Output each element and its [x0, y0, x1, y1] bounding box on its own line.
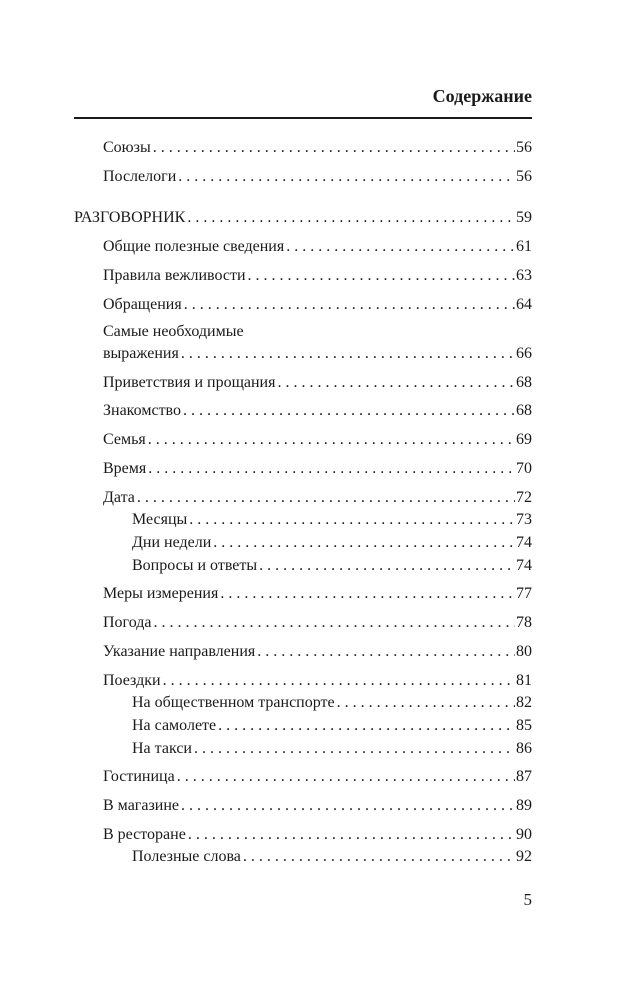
- toc-entry[interactable]: [74, 237, 532, 257]
- toc-entry[interactable]: [74, 613, 532, 633]
- toc-entry-label: РАЗГОВОРНИК: [74, 209, 186, 226]
- toc-entry-label: Дни недели: [132, 534, 212, 551]
- toc-entry-label: Погода: [103, 614, 152, 631]
- toc-entry-label: Самые необходимые: [103, 323, 244, 340]
- toc-entry-page: 92: [516, 848, 532, 865]
- toc-entry-label: В ресторане: [103, 826, 186, 843]
- toc-entry-page: 89: [516, 797, 532, 814]
- toc-section-heading[interactable]: [74, 208, 532, 228]
- leader-dots: [148, 459, 515, 479]
- toc-entry-page: 66: [516, 345, 532, 362]
- leader-dots: [218, 716, 515, 736]
- toc-entry[interactable]: [74, 767, 532, 787]
- toc-subentry[interactable]: [74, 693, 532, 713]
- toc-entry-page: 56: [516, 139, 532, 156]
- leader-dots: [137, 488, 515, 508]
- toc-entry-label: Обращения: [103, 296, 182, 313]
- toc-entry-page: 77: [516, 585, 532, 602]
- toc-entry-label: Меры измерения: [103, 585, 219, 602]
- leader-dots: [183, 401, 515, 421]
- toc-entry[interactable]: [74, 295, 532, 315]
- toc-entry[interactable]: [74, 488, 532, 508]
- toc-entry-page: 73: [516, 511, 532, 528]
- toc-entry[interactable]: [74, 344, 532, 364]
- toc-subentry[interactable]: [74, 533, 532, 553]
- toc-entry-page: 81: [516, 672, 532, 689]
- leader-dots: [178, 167, 515, 187]
- toc-subentry[interactable]: [74, 556, 532, 576]
- toc-entry-label: Вопросы и ответы: [132, 557, 258, 574]
- toc-entry-label: Приветствия и прощания: [103, 374, 276, 391]
- toc-entry[interactable]: [74, 167, 532, 187]
- toc-entry-label: Знакомство: [103, 402, 181, 419]
- toc-entry-label: Дата: [103, 489, 135, 506]
- toc-entry-label: Месяцы: [132, 511, 188, 528]
- toc-entry[interactable]: [74, 459, 532, 479]
- toc-entry-label-line2: выражения: [103, 345, 179, 362]
- toc-entry-label: Полезные слова: [132, 848, 241, 865]
- leader-dots: [243, 847, 515, 867]
- toc-entry[interactable]: [74, 796, 532, 816]
- leader-dots: [163, 671, 515, 691]
- toc-entry-label: В магазине: [103, 797, 179, 814]
- leader-dots: [187, 208, 515, 228]
- leader-dots: [154, 613, 516, 633]
- toc-entry-label: Поездки: [103, 672, 161, 689]
- leader-dots: [177, 767, 515, 787]
- toc-entry-label: Гостиница: [103, 768, 175, 785]
- toc-entry-page: 61: [516, 238, 532, 255]
- toc-entry-label: Семья: [103, 431, 146, 448]
- toc-entry-page: 69: [516, 431, 532, 448]
- toc-entry-line1: [74, 322, 532, 342]
- toc-entry-page: 70: [516, 460, 532, 477]
- toc-entry-page: 56: [516, 168, 532, 185]
- leader-dots: [153, 138, 515, 158]
- header-rule: [74, 117, 532, 119]
- toc-entry[interactable]: [74, 671, 532, 691]
- toc-entry-page: 90: [516, 826, 532, 843]
- toc-entry-label: На самолете: [132, 717, 217, 734]
- toc-entry-page: 64: [516, 296, 532, 313]
- toc-entry[interactable]: [74, 266, 532, 286]
- toc-entry-page: 68: [516, 374, 532, 391]
- toc-entry[interactable]: [74, 584, 532, 604]
- leader-dots: [257, 642, 515, 662]
- toc-entry-page: 82: [516, 694, 532, 711]
- leader-dots: [248, 266, 515, 286]
- toc-entry-page: 74: [516, 557, 532, 574]
- leader-dots: [277, 373, 515, 393]
- toc-subentry[interactable]: [74, 510, 532, 530]
- leader-dots: [194, 739, 515, 759]
- leader-dots: [286, 237, 515, 257]
- page-number: 5: [523, 890, 532, 909]
- leader-dots: [148, 430, 515, 450]
- leader-dots: [184, 295, 515, 315]
- toc-entry-page: 86: [516, 740, 532, 757]
- toc-entry-page: 80: [516, 643, 532, 660]
- toc-entry-label: Послелоги: [103, 168, 177, 185]
- toc-entry-page: 59: [516, 209, 532, 226]
- toc-entry-label: На такси: [132, 740, 192, 757]
- leader-dots: [181, 796, 515, 816]
- page-header-title: Содержание: [432, 86, 532, 106]
- toc-entry[interactable]: [74, 430, 532, 450]
- toc-entry-page: 63: [516, 267, 532, 284]
- toc-entry-page: 87: [516, 768, 532, 785]
- toc-entry-label: Общие полезные сведения: [103, 238, 285, 255]
- toc-subentry[interactable]: [74, 739, 532, 759]
- toc-entry-label: Правила вежливости: [103, 267, 246, 284]
- leader-dots: [337, 693, 515, 713]
- toc-entry-page: 74: [516, 534, 532, 551]
- leader-dots: [259, 556, 515, 576]
- toc-entry-page: 78: [516, 614, 532, 631]
- toc-entry[interactable]: [74, 642, 532, 662]
- leader-dots: [220, 584, 515, 604]
- toc-subentry[interactable]: [74, 847, 532, 867]
- toc-entry-label: На общественном транспорте: [132, 694, 335, 711]
- toc-entry[interactable]: [74, 138, 532, 158]
- toc-entry[interactable]: [74, 373, 532, 393]
- toc-entry-page: 72: [516, 489, 532, 506]
- toc-entry-label: Союзы: [103, 139, 151, 156]
- leader-dots: [189, 510, 515, 530]
- toc-entry-page: 85: [516, 717, 532, 734]
- leader-dots: [181, 344, 515, 364]
- toc-entry[interactable]: [74, 401, 532, 421]
- leader-dots: [188, 825, 515, 845]
- leader-dots: [213, 533, 515, 553]
- toc-entry-page: 68: [516, 402, 532, 419]
- toc-entry-label: Время: [103, 460, 147, 477]
- toc-entry[interactable]: [74, 825, 532, 845]
- toc-subentry[interactable]: [74, 716, 532, 736]
- toc-entry-label: Указание направления: [103, 643, 256, 660]
